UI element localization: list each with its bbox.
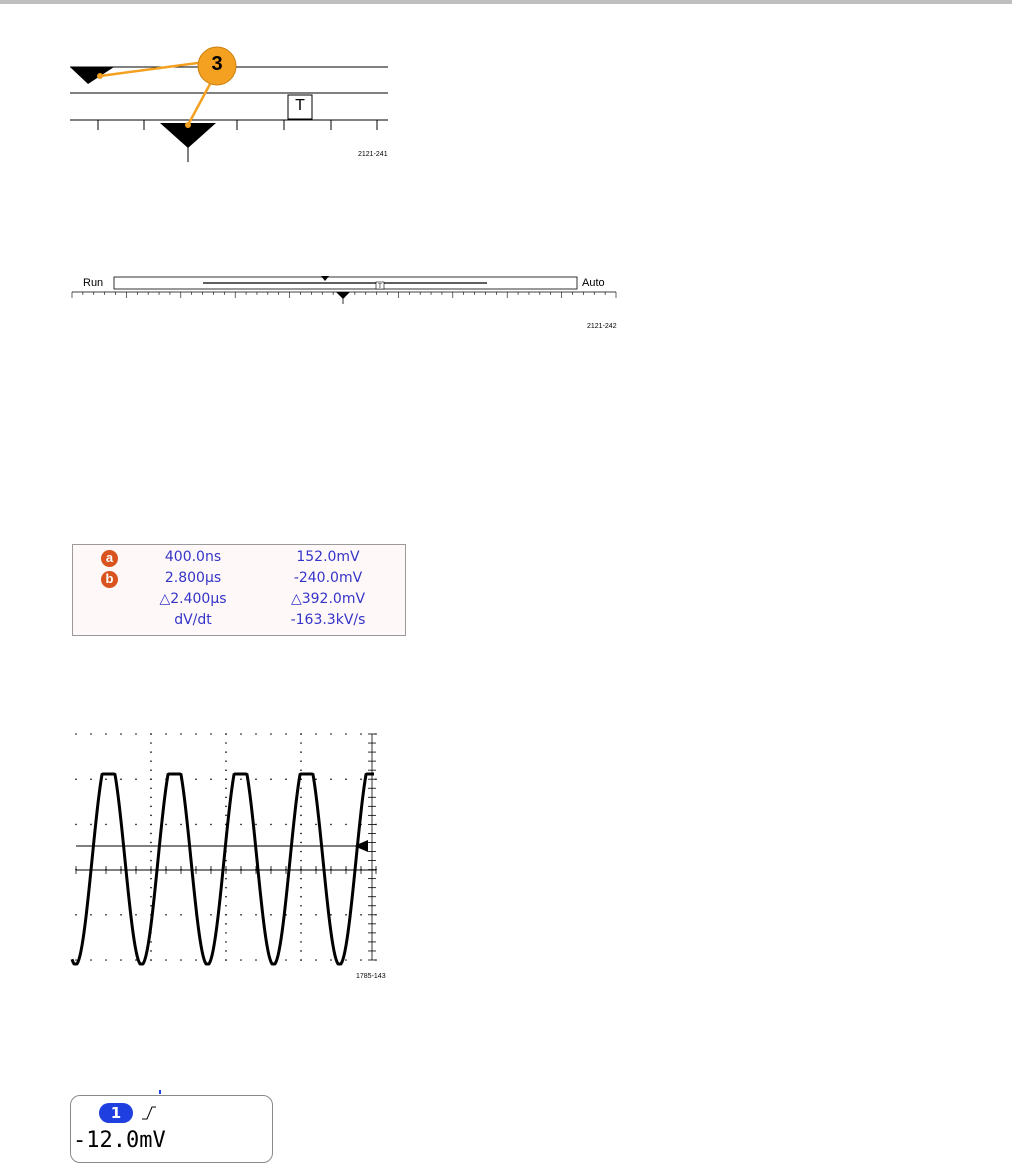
graticule-dot xyxy=(300,806,302,808)
graticule-dot xyxy=(330,959,332,961)
graticule-dot xyxy=(270,778,272,780)
graticule-dot xyxy=(270,824,272,826)
graticule-dot xyxy=(300,824,302,826)
graticule-dot xyxy=(300,914,302,916)
graticule-dot xyxy=(135,733,137,735)
graticule-dot xyxy=(210,778,212,780)
cursor-delta-time: △2.400µs xyxy=(159,591,227,607)
graticule-dot xyxy=(195,733,197,735)
graticule-dot xyxy=(105,914,107,916)
graticule-dot xyxy=(150,806,152,808)
graticule-dot xyxy=(180,733,182,735)
graticule-dot xyxy=(285,778,287,780)
graticule-dot xyxy=(225,796,227,798)
graticule-dot xyxy=(150,905,152,907)
graticule-dot xyxy=(210,914,212,916)
graticule-dot xyxy=(300,950,302,952)
graticule-dot xyxy=(345,824,347,826)
graticule-dot xyxy=(165,824,167,826)
graticule-dot xyxy=(345,733,347,735)
graticule-dot xyxy=(300,932,302,934)
graticule-dot xyxy=(210,733,212,735)
graticule-dot xyxy=(120,778,122,780)
graticule-dot xyxy=(360,959,362,961)
figure-id: 1785-143 xyxy=(356,973,386,980)
graticule-dot xyxy=(270,914,272,916)
cursor-a-time: 400.0ns xyxy=(164,549,222,565)
callout-leader-a xyxy=(100,62,205,76)
cursor-slope-label: dV/dt xyxy=(174,612,212,628)
graticule-dot xyxy=(360,778,362,780)
graticule-dot xyxy=(120,959,122,961)
graticule-dot xyxy=(300,923,302,925)
graticule-dot xyxy=(225,760,227,762)
graticule-dot xyxy=(225,751,227,753)
graticule-dot xyxy=(255,824,257,826)
graticule-dot xyxy=(165,733,167,735)
trigger-level-value: -12.0mV xyxy=(73,1128,166,1153)
graticule-dot xyxy=(225,941,227,943)
graticule-dot xyxy=(300,887,302,889)
trigger-mode-label: Auto xyxy=(582,277,605,289)
graticule-dot xyxy=(330,914,332,916)
graticule-dot xyxy=(300,787,302,789)
graticule-dot xyxy=(300,733,302,735)
graticule-dot xyxy=(90,733,92,735)
graticule-dot xyxy=(255,914,257,916)
graticule-dot xyxy=(330,824,332,826)
graticule-dot xyxy=(240,824,242,826)
graticule-dot xyxy=(255,733,257,735)
graticule-dot xyxy=(345,959,347,961)
graticule-dot xyxy=(225,959,227,961)
figure-id: 2121-241 xyxy=(358,151,388,158)
graticule-dot xyxy=(135,824,137,826)
graticule-dot xyxy=(255,959,257,961)
graticule-dot xyxy=(150,760,152,762)
graticule-dot xyxy=(300,896,302,898)
graticule-dot xyxy=(90,778,92,780)
graticule-dot xyxy=(150,769,152,771)
trigger-position-label: T xyxy=(378,284,382,290)
graticule-dot xyxy=(300,751,302,753)
graticule-dot xyxy=(150,842,152,844)
graticule-dot xyxy=(225,896,227,898)
graticule-dot xyxy=(150,787,152,789)
waveform-figure xyxy=(70,730,390,990)
graticule-dot xyxy=(150,824,152,826)
graticule-dot xyxy=(150,751,152,753)
graticule-dot xyxy=(300,851,302,853)
graticule-dot xyxy=(195,959,197,961)
waveform-trace xyxy=(72,774,374,964)
graticule-dot xyxy=(240,959,242,961)
graticule-dot xyxy=(300,742,302,744)
graticule-dot xyxy=(255,778,257,780)
callout-number: 3 xyxy=(211,53,223,75)
cursor-delta-voltage: △392.0mV xyxy=(290,591,366,607)
graticule-dot xyxy=(150,833,152,835)
graticule-dot xyxy=(90,824,92,826)
graticule-dot xyxy=(195,778,197,780)
cursor-slope-value: -163.3kV/s xyxy=(290,612,366,628)
graticule-dot xyxy=(225,905,227,907)
graticule-dot xyxy=(315,824,317,826)
graticule-dot xyxy=(120,733,122,735)
cursor-readout xyxy=(72,544,406,636)
graticule-dot xyxy=(360,733,362,735)
graticule-dot xyxy=(315,959,317,961)
graticule-dot xyxy=(90,914,92,916)
graticule-dot xyxy=(285,959,287,961)
graticule-dot xyxy=(300,860,302,862)
graticule-dot xyxy=(150,959,152,961)
graticule-dot xyxy=(75,959,77,961)
graticule-dot xyxy=(300,842,302,844)
graticule-dot xyxy=(120,914,122,916)
graticule-dot xyxy=(75,733,77,735)
graticule-dot xyxy=(150,851,152,853)
graticule-dot xyxy=(150,778,152,780)
graticule-dot xyxy=(225,787,227,789)
graticule-dot xyxy=(300,878,302,880)
graticule-dot xyxy=(195,824,197,826)
graticule-dot xyxy=(90,959,92,961)
graticule-dot xyxy=(150,860,152,862)
graticule-dot xyxy=(105,778,107,780)
channel-badge: 1 xyxy=(99,1103,133,1123)
graticule-dot xyxy=(225,923,227,925)
graticule-dot xyxy=(270,733,272,735)
graticule-dot xyxy=(300,959,302,961)
graticule-dot xyxy=(300,941,302,943)
graticule-dot xyxy=(225,778,227,780)
graticule-dot xyxy=(150,742,152,744)
position-tick xyxy=(159,1090,161,1094)
graticule-dot xyxy=(300,905,302,907)
figure-id: 2121-242 xyxy=(587,323,617,330)
waveform-graticule xyxy=(70,730,390,990)
graticule-dot xyxy=(285,824,287,826)
cursor-b-voltage: -240.0mV xyxy=(293,570,363,586)
graticule-dot xyxy=(240,733,242,735)
graticule-dot xyxy=(225,733,227,735)
graticule-dot xyxy=(150,878,152,880)
rising-edge-icon xyxy=(141,1105,157,1121)
callout-leader-b xyxy=(188,84,210,125)
graticule-dot xyxy=(360,914,362,916)
graticule-dot xyxy=(285,733,287,735)
graticule-dot xyxy=(135,778,137,780)
graticule-dot xyxy=(75,914,77,916)
graticule-dot xyxy=(225,806,227,808)
graticule-dot xyxy=(150,896,152,898)
trigger-readout xyxy=(70,1095,273,1163)
graticule-dot xyxy=(225,932,227,934)
graticule-dot xyxy=(225,878,227,880)
graticule-dot xyxy=(180,824,182,826)
graticule-dot xyxy=(135,914,137,916)
graticule-dot xyxy=(180,914,182,916)
cursor-a-marker: a xyxy=(101,550,118,567)
graticule-dot xyxy=(300,815,302,817)
graticule-dot xyxy=(225,815,227,817)
horizontal-position-marker-icon xyxy=(336,292,350,299)
graticule-dot xyxy=(150,941,152,943)
tick-marks xyxy=(98,120,377,130)
graticule-dot xyxy=(225,742,227,744)
graticule-dot xyxy=(330,778,332,780)
graticule-dot xyxy=(150,733,152,735)
graticule-dot xyxy=(240,778,242,780)
graticule-dot xyxy=(300,833,302,835)
cursor-a-voltage: 152.0mV xyxy=(296,549,360,565)
record-view-figure xyxy=(60,268,630,338)
graticule-dot xyxy=(315,778,317,780)
graticule-dot xyxy=(75,778,77,780)
graticule-dot xyxy=(150,887,152,889)
trigger-label: T xyxy=(295,97,305,114)
graticule-dot xyxy=(345,778,347,780)
graticule-dot xyxy=(150,815,152,817)
graticule-dot xyxy=(210,824,212,826)
graticule-dot xyxy=(105,824,107,826)
graticule-dot xyxy=(150,796,152,798)
graticule-dot xyxy=(330,733,332,735)
graticule-dot xyxy=(240,914,242,916)
graticule-dot xyxy=(300,769,302,771)
graticule-dot xyxy=(300,760,302,762)
graticule-dot xyxy=(165,914,167,916)
page-top-rule xyxy=(0,0,1012,4)
graticule-dot xyxy=(75,824,77,826)
graticule-dot xyxy=(225,769,227,771)
graticule-dot xyxy=(345,914,347,916)
graticule-dot xyxy=(150,950,152,952)
graticule-dot xyxy=(315,733,317,735)
acquisition-state-label: Run xyxy=(83,277,104,289)
cursor-b-time: 2.800µs xyxy=(164,570,222,586)
graticule-dot xyxy=(105,733,107,735)
graticule-dot xyxy=(225,914,227,916)
cursor-b-marker: b xyxy=(101,571,118,588)
graticule-dot xyxy=(105,959,107,961)
graticule-dot xyxy=(315,914,317,916)
record-view-diagram xyxy=(60,268,630,338)
graticule-dot xyxy=(225,887,227,889)
horizontal-position-figure xyxy=(60,40,400,180)
graticule-dot xyxy=(300,796,302,798)
graticule-dot xyxy=(165,959,167,961)
graticule-dot xyxy=(180,959,182,961)
graticule-dot xyxy=(225,950,227,952)
